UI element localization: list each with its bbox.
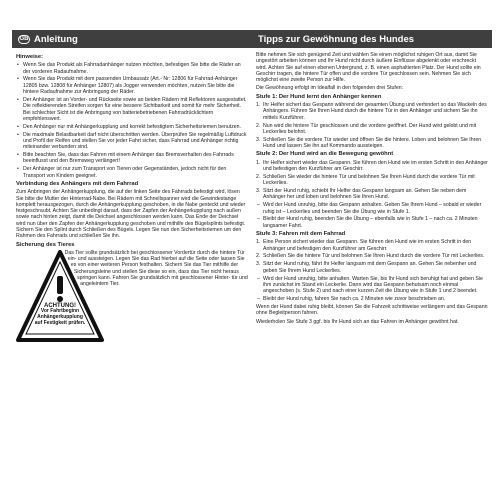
left-content bbox=[12, 48, 252, 326]
warning-title: ACHTUNG! bbox=[44, 302, 76, 309]
stage3-list bbox=[256, 239, 488, 274]
left-page bbox=[12, 30, 252, 482]
list-item: • Wenn Sie das Produkt mit dem passenden Umbausatz (Art.- Nr: 12806 für Fahrrad-Anhänger 12805 bzw. 12808 für Anhänger 12807) als Jogger verwenden möchten, nutzen Sie bitte die hintere Radaufnahme zur Anbringung der Räder. bbox=[16, 76, 248, 95]
step-text: Schließen Sie wieder die hintere Tür und belohnen Sie Ihren Hund durch die vordere Tür mit Leckerlies. bbox=[263, 173, 475, 187]
list-item bbox=[256, 174, 488, 187]
step-text: Sitzt der Hund ruhig, fährt Ihr Helfer langsam mit dem Gespann an. Gehen Sie nebenher und geben Sie Ihrem Hund Leckerlies. bbox=[263, 261, 477, 274]
connect-text: Zum Anbringen der Anhängerkupplung, die auf der linken Seite des Fahrrads befestigt wird, lösen Sie bitte die Mutter der Hinterrad-Nabe. Bei Rädern mit Schnellspanner wird die Gewindestange komplett herausgezogen, durch die Anhängerkupplung geschoben, in die Nabe gesteckt und wieder festgeschraubt. Achten Sie unbedingt darauf, dass der Zapfen der Anhängerkupplung nach außen sowie nach hinten zeigt, damit die Deichsel angeschlossen werden kann. Das Ende der Deichsel wird nun über den Zapfen der Anhängerkupplung geschoben und mithilfe des Bügelsplints befestigt. Sichern Sie den Splint durch Schließen des Bügels. Legen Sie nun den Sicherheitsriemen um den Rahmen des Fahrrads und schließen Sie ihn. bbox=[16, 189, 246, 240]
step-text: Ihr Helfer sichert das Gespann während der gesamten Übung und verhindert so das Wackeln des Anhängers. Führen Sie Ihren Hund durch die hintere Tür in den Anhänger und sichern Sie ihn mittels Kurzführer. bbox=[263, 102, 487, 121]
right-page bbox=[252, 30, 492, 482]
warning-text: Vor Fahrtbeginn Anhängerkupplung auf Festigkeit prüfen. bbox=[34, 308, 86, 326]
intro-text-2: Die Gewöhnung erfolgt im Idealfall in den folgenden drei Stufen: bbox=[256, 85, 404, 92]
secure-heading: Sicherung des Tieres bbox=[16, 241, 75, 248]
step-number: 2. bbox=[256, 253, 261, 260]
warning-sign bbox=[16, 250, 104, 342]
stage2-notes bbox=[256, 202, 488, 229]
right-header bbox=[252, 30, 492, 48]
intro-text: Bitte nehmen Sie sich genügend Zeit und wählen Sie einen möglichst ruhigen Ort aus, damit Sie ungestört arbeiten können und Ihr Hund nicht durch äußere Einflüsse abgelenkt oder erschreckt wird. Achten Sie auf einen ebenen Untergrund, z. B. einen asphaltierten Platz. Der Hund sollte ein Geschirr tragen, die hintere Tür offen und die vordere Tür geschlossen sein. Nehmen Sie sich möglichst eine zweite Person zur Hilfe. bbox=[256, 52, 481, 84]
list-item bbox=[256, 123, 488, 136]
list-item bbox=[256, 253, 488, 259]
step-number: 3. bbox=[256, 188, 261, 195]
list-item bbox=[256, 261, 488, 274]
list-item: • Der Anhänger ist an Vorder- und Rückseite sowie an beiden Rädern mit Reflektoren ausgestattet. Die reflektierenden Streifen sorgen für eine bessere Sichtbarkeit und somit für mehr Sicherheit. Bei schlechter Sicht ist die Anbringung von batteriebetriebenen Fahrradrücklichtern empfehlenswert. bbox=[16, 97, 248, 122]
list-item: – Bleibt der Hund ruhig, fahren Sie nach ca. 2 Minuten wie zuvor beschrieben an. bbox=[256, 296, 488, 302]
step-number: 1. bbox=[256, 102, 261, 109]
list-item: • Die maximale Belastbarkeit darf nicht überschritten werden. Überprüfen Sie regelmäßig Luftdruck und Profil der Reifen und stellen Sie vor jeder Fahrt sicher, dass Fahrrad und Anhänger richtig miteinander verbunden sind. bbox=[16, 132, 248, 151]
list-item: • Der Anhänger ist nur zum Transport von Tieren oder Gegenständen, jedoch nicht für den Transport von Kindern geeignet. bbox=[16, 166, 248, 179]
notes-list bbox=[16, 62, 248, 179]
right-header-title: Tipps zur Gewöhnung des Hundes bbox=[258, 33, 415, 45]
stage3-notes bbox=[256, 276, 488, 303]
stage2-heading: Stufe 2: Der Hund wird an die Bewegung gewöhnt bbox=[256, 151, 394, 158]
secure-text: Das Tier sollte grundsätzlich bei geschlossener Vordertür durch die hintere Tür ein- und aussteigen. Legen Sie das Rad hierbei auf die Seite oder lassen Sie es von einer weiteren Person festhalten. Sichern Sie das Tier mithilfe der Sicherungsleine und stellen Sie diese so ein, dass das Tier nicht heraus springen kann. Fahren Sie grundsätzlich mit geschlossener Hinter- tür und angeleintem Tier. bbox=[64, 249, 248, 288]
step-number: 1. bbox=[256, 159, 261, 166]
list-item: – Wird der Hund unruhig, bitte das Gespann anhalten. Geben Sie Ihrem Hund – sobald er wieder ruhig ist – Leckerlies und beenden Sie die Übung wie in Stufe 1. bbox=[256, 202, 488, 215]
outro-text-1: Wenn der Hund dabei ruhig bleibt, können Sie die Fahrzeit schrittweise verlängern und das Gespann ohne Begleitperson fahren. bbox=[256, 303, 488, 317]
list-item: • Wenn Sie das Produkt als Fahrradanhänger nutzen möchten, befestigen Sie bitte die Räder an der vorderen Radaufnahme. bbox=[16, 62, 248, 75]
step-number: 2. bbox=[256, 122, 261, 129]
list-item: – Wird der Hund unruhig, bitte anhalten. Warten Sie, bis Ihr Hund sich beruhigt hat und geben Sie ihm zunächst im Stand ein Leckerlie. Dann wird das Gespann behutsam noch einmal angeschoben (s. Stufe 2) und nach einer kurzen Zeit die Übung wie in Stufe 1 und 2 beendet. bbox=[256, 276, 488, 295]
step-text: Ihr Helfer sichert wieder das Gespann. Sie führen den Hund wie im ersten Schritt in den Anhänger und befestigen den Kurzführer am Geschirr. bbox=[263, 159, 488, 172]
step-text: Nun wird die hintere Tür geschlossen und die vordere geöffnet. Der Hund wird gelobt und mit Leckerlies belohnt. bbox=[263, 122, 477, 135]
right-content bbox=[252, 48, 492, 325]
step-number: 3. bbox=[256, 136, 261, 143]
stage1-heading: Stufe 1: Der Hund lernt den Anhänger kennen bbox=[256, 93, 382, 100]
list-item bbox=[256, 102, 488, 121]
outro-text-2: Wiederholen Sie Stufe 3 ggf. bis Ihr Hund sich an das Fahren im Anhänger gewöhnt hat. bbox=[256, 318, 459, 325]
step-text: Sitzt der Hund ruhig, schiebt Ihr Helfer das Gespann langsam an. Gehen Sie neben dem Anhänger her und loben und belohnen Sie Ihren Hund. bbox=[263, 188, 467, 201]
step-number: 1. bbox=[256, 239, 261, 246]
warning-text-block bbox=[34, 304, 86, 326]
list-item: – Bleibt der Hund ruhig, beenden Sie die Übung – ebenfalls wie in Stufe 1 – nach ca. 2 Minuten langsamer Fahrt. bbox=[256, 216, 488, 229]
stage1-list bbox=[256, 102, 488, 149]
notes-heading: Hinweise: bbox=[16, 54, 44, 60]
left-header bbox=[12, 30, 252, 48]
left-header-title: Anleitung bbox=[34, 33, 78, 45]
warning-triangle-icon bbox=[16, 250, 104, 342]
step-number: 2. bbox=[256, 173, 261, 180]
stage3-heading: Stufe 3: Fahren mit dem Fahrrad bbox=[256, 230, 346, 237]
step-number: 3. bbox=[256, 261, 261, 268]
list-item bbox=[256, 239, 488, 252]
list-item: • Bitte beachten Sie, dass das Fahren mit einem Anhänger das Bremsverhalten des Fahrrads beeinflusst und den Bremsweg verlängert! bbox=[16, 152, 248, 165]
step-text: Eine Person sichert wieder das Gespann. Sie führen den Hund wie im ersten Schritt in den Anhänger und befestigen den Kurzführer am Geschirr. bbox=[263, 239, 472, 252]
secure-section bbox=[16, 249, 248, 326]
list-item bbox=[256, 137, 488, 150]
language-icon: GB bbox=[19, 35, 29, 42]
connect-heading: Verbindung des Anhängers mit dem Fahrrad bbox=[16, 180, 139, 187]
stage2-list bbox=[256, 160, 488, 201]
list-item: • Den Anhänger nur mit Anhängerkupplung und korrekt befestigtem Sicherheitsriemen benutzen. bbox=[16, 124, 248, 130]
list-item bbox=[256, 160, 488, 173]
step-text: Schließen Sie die hintere Tür und belohnen Sie Ihren Hund durch die vordere Tür mit Leckerlies. bbox=[263, 253, 485, 260]
step-text: Schließen Sie die vordere Tür wieder und öffnen Sie die hintere. Loben und belohnen Sie Ihren Hund und lassen Sie ihn auf Kommando aussteigen. bbox=[263, 136, 482, 150]
list-item bbox=[256, 188, 488, 201]
